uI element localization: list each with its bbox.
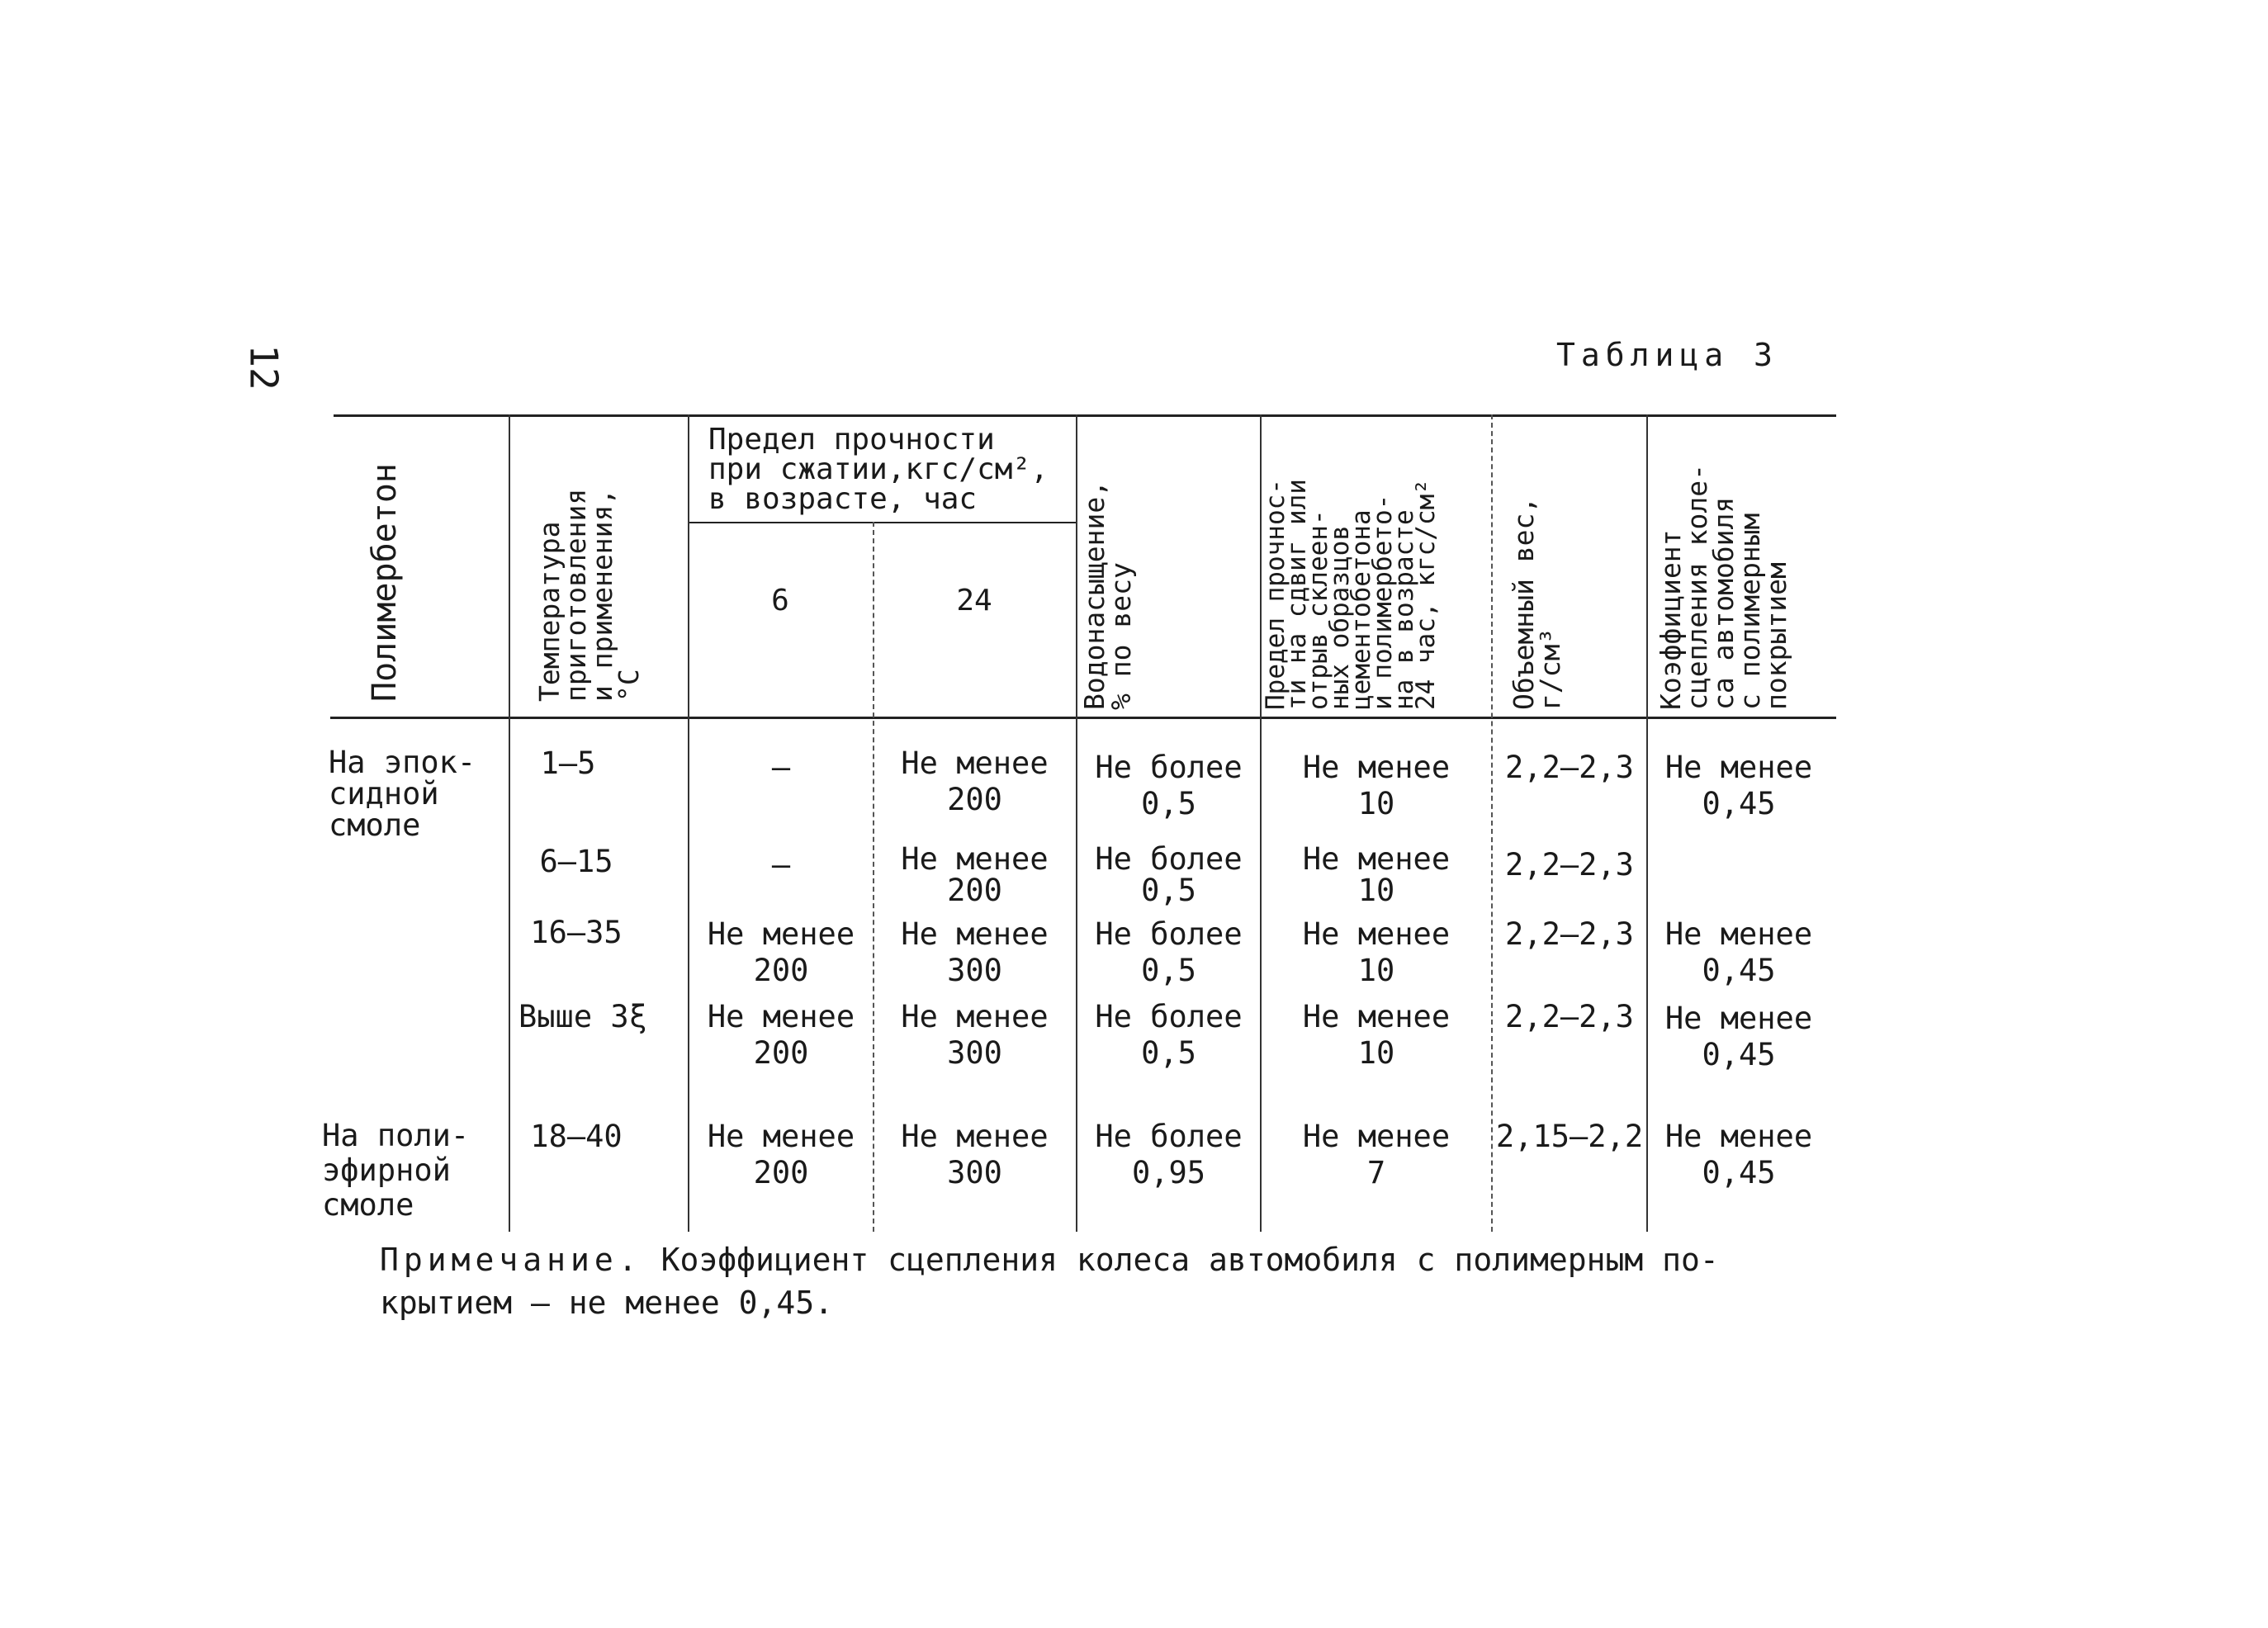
cell-adhesion: Не менее 0,45	[1664, 1001, 1813, 1072]
cell-temperature: 16–35	[530, 915, 623, 950]
cell-adhesion: Не менее 0,45	[1664, 1119, 1813, 1190]
header-bottom-rule	[330, 717, 1836, 719]
cell-temperature: Выше 3ξ	[518, 999, 647, 1034]
table-caption: Таблица 3	[1556, 337, 1778, 373]
header-polymer-concrete: Полимербетон	[366, 463, 404, 702]
cell-shear-strength: Не менее 10	[1302, 916, 1451, 988]
col-divider-7	[1646, 414, 1648, 1232]
header-hour-6: 6	[771, 584, 789, 618]
group-label-polyester: На поли- эфирной смоле	[322, 1118, 470, 1223]
cell-shear-strength: Не менее 7	[1302, 1119, 1451, 1190]
note-text: Коэффициент сцепления колеса автомобиля с полимерным по- крытием – не менее 0,45.	[380, 1242, 1719, 1321]
cell-strength-24h: Не менее 300	[901, 916, 1049, 988]
header-temperature: Температура приготовления и применения, °С	[533, 488, 645, 702]
cell-strength-6h: Не менее 200	[707, 1119, 855, 1190]
cell-strength-6h: Не менее 200	[707, 999, 855, 1071]
cell-shear-strength: Не менее 10	[1302, 999, 1451, 1071]
strength-subheader-rule	[688, 522, 1076, 523]
cell-shear-strength: Не менее 10	[1302, 750, 1451, 821]
cell-strength-24h: Не менее 200	[901, 841, 1049, 908]
cell-temperature: 18–40	[530, 1119, 623, 1154]
cell-strength-6h: Не менее 200	[707, 916, 855, 988]
cell-water-saturation: Не более 0,5	[1095, 841, 1243, 908]
table-note	[380, 1238, 1833, 1324]
cell-temperature: 6–15	[539, 844, 613, 879]
cell-strength-24h: Не менее 300	[901, 999, 1049, 1071]
col-divider-6	[1491, 414, 1493, 1232]
cell-adhesion: Не менее 0,45	[1664, 916, 1813, 988]
note-title: Примечание.	[380, 1242, 642, 1278]
cell-temperature: 1–5	[540, 745, 596, 781]
col-divider-4	[1076, 414, 1077, 1232]
cell-shear-strength: Не менее 10	[1302, 841, 1451, 908]
col-divider-1	[509, 414, 510, 1232]
cell-bulk-weight: 2,2–2,3	[1505, 750, 1634, 785]
header-hour-24: 24	[956, 584, 992, 618]
header-water-saturation: Водонасыщение, % по весу	[1078, 480, 1137, 710]
col-divider-2	[688, 414, 689, 1232]
cell-water-saturation: Не более 0,5	[1095, 916, 1243, 988]
cell-strength-6h: –	[771, 847, 791, 883]
cell-strength-24h: Не менее 200	[901, 745, 1049, 817]
cell-bulk-weight: 2,2–2,3	[1505, 916, 1634, 952]
cell-water-saturation: Не более 0,95	[1095, 1119, 1243, 1190]
cell-adhesion: Не менее 0,45	[1664, 750, 1813, 821]
header-shear-strength: Предел прочнос- ти на сдвиг или отрыв склеен- ных образцов цементобетона и полимербето- на в возрасте 24 час, кгс/см²	[1261, 479, 1441, 710]
cell-bulk-weight: 2,15–2,2	[1495, 1119, 1644, 1154]
header-adhesion: Коэффициент сцепления коле- са автомобиля с полимерным покрытием	[1655, 463, 1792, 710]
header-strength-group: Предел прочности при сжатии,кгс/см², в возрасте, час	[708, 423, 1049, 516]
table-top-rule	[334, 414, 1836, 417]
group-label-epoxy: На эпок- сидной смоле	[329, 745, 476, 843]
page-number: 12	[241, 344, 286, 390]
cell-water-saturation: Не более 0,5	[1095, 999, 1243, 1071]
cell-strength-6h: –	[771, 750, 791, 785]
cell-bulk-weight: 2,2–2,3	[1505, 999, 1634, 1034]
cell-water-saturation: Не более 0,5	[1095, 750, 1243, 821]
cell-strength-24h: Не менее 300	[901, 1119, 1049, 1190]
cell-bulk-weight: 2,2–2,3	[1505, 847, 1634, 883]
header-bulk-weight: Объемный вес, г/см³	[1508, 496, 1566, 710]
